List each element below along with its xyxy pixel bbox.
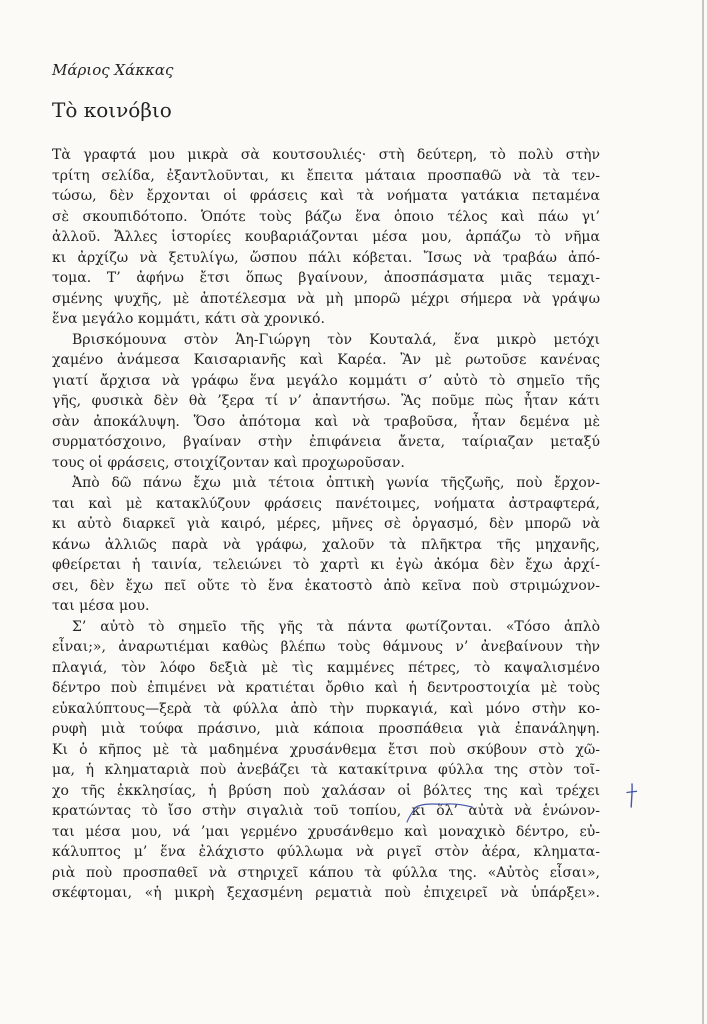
text-line: σὰν ἀποκάλυψη. Ὅσο ἀπότομα καὶ νὰ τραβοῦσα, ἦταν δεμένα μὲ xyxy=(52,413,600,430)
paragraph-3 xyxy=(52,473,600,617)
text-line: συρματόσχοινο, βγαίναν στὴν ἐπιφάνεια ἄνετα, ταίριαζαν μεταξύ xyxy=(52,434,600,450)
text-line: τομα. Τ’ ἀφήνω ἔτσι ὅπως βγαίνουν, ἀποσπάσματα μιᾶς τεμαχι- xyxy=(52,270,600,286)
text-line: κι ἀρχίζω νὰ ξετυλίγω, ὥσπου πάλι κόβεται. Ἴσως νὰ τραβάω ἀπό- xyxy=(52,249,600,266)
text-line: σει, δὲν ἔχω πεῖ οὔτε τὸ ἕνα ἑκατοστὸ ἀπὸ κεῖνα ποὺ στριμώχνον- xyxy=(52,577,600,594)
story-body xyxy=(52,145,600,904)
text-line: τώσω, δὲν ἔρχονται οἱ φράσεις καὶ τὰ νοήματα γατάκια πεταμένα xyxy=(52,188,600,204)
text-line: ριὰ ποὺ προσπαθεῖ νὰ στηριχεῖ κάπου τὰ φύλλα της. «Αὐτὸς εἶσαι», xyxy=(52,864,600,881)
paragraph-2 xyxy=(52,330,600,474)
text-line: Ἀπὸ δῶ πάνω ἔχω μιὰ τέτοια ὀπτικὴ γωνία τῆςζωῆς, ποὺ ἔρχον- xyxy=(72,475,600,491)
text-line: δέντρο ποὺ ἐπιμένει νὰ κρατιέται ὄρθιο καὶ ἡ δεντροστοιχία μὲ τοὺς xyxy=(52,680,600,696)
handwritten-plus-mark xyxy=(623,782,641,810)
text-line: ἀλλοῦ. Ἄλλες ἱστορίες κουβαριάζονται μέσα μου, ἁρπάζω τὸ νῆμα xyxy=(52,229,600,245)
text-line: εἶναι;», ἀναρωτιέμαι καθὼς βλέπω τοὺς θάμνους ν’ ἀνεβαίνουν τὴν xyxy=(52,639,600,655)
text-line: χο τῆς ἐκκλησίας, ἡ βρύση ποὺ χαλάσαν οἱ βόλτες της καὶ τρέχει xyxy=(52,782,600,799)
text-line: ρυφὴ μιὰ τούφα πράσινο, μιὰ κάποια προσπάθεια γιὰ ἐπανάληψη. xyxy=(52,721,600,737)
text-line: ται καὶ μὲ κατακλύζουν φράσεις πανέτοιμες, νοήματα ἀστραφτερά, xyxy=(52,495,600,512)
text-line: σὲ σκουπιδότοπο. Ὁπότε τοὺς βάζω ἕνα ὁποιο τέλος καὶ πάω γι’ xyxy=(52,208,600,225)
text-line: εὐκαλύπτους—ξερὰ τὰ φύλλα ἀπὸ τὴν πυρκαγιά, καὶ μόνο στὴν κο- xyxy=(52,700,600,717)
text-line: Βρισκόμουνα στὸν Ἁη-Γιώργη τὸν Κουταλά, ἕνα μικρὸ μετόχι xyxy=(72,331,600,348)
text-line: πλαγιά, τὸν λόφο δεξιὰ μὲ τὶς καμμένες πέτρες, τὸ καψαλισμένο xyxy=(52,659,600,676)
text-line: ται μέσα μου. xyxy=(52,598,150,614)
paragraph-1 xyxy=(52,145,600,330)
text-line: Σ’ αὐτὸ τὸ σημεῖο τῆς γῆς τὰ πάντα φωτίζονται. «Τόσο ἁπλὸ xyxy=(72,618,600,635)
scan-edge-shadow xyxy=(702,0,704,1024)
text-line: χαμένο ἀνάμεσα Καισαριανῆς καὶ Καρέα. Ἂν μὲ ρωτοῦσε κανένας xyxy=(52,352,600,368)
text-line: Τὰ γραφτά μου μικρὰ σὰ κουτσουλιές· στὴ δεύτερη, τὸ πολὺ στὴν xyxy=(52,147,600,163)
text-line: Κι ὁ κῆπος μὲ τὰ μαδημένα χρυσάνθεμα ἔτσι ποὺ σκύβουν στὸ χῶ- xyxy=(52,741,600,758)
text-line: σμένης ψυχῆς, μὲ ἀποτέλεσμα νὰ μὴ μπορῶ μέχρι σήμερα νὰ γράψω xyxy=(52,290,600,307)
text-line: γιατί ἄρχισα νὰ γράφω ἕνα μεγάλο κομμάτι σ’ αὐτὸ τὸ σημεῖο τῆς xyxy=(52,372,600,389)
text-line: τους οἱ φράσεις, στοιχίζονταν καὶ προχωροῦσαν. xyxy=(52,454,405,471)
text-line: κάλυπτος μ’ ἕνα ἐλάχιστο φύλλωμα νὰ ριγεῖ στὸν ἀέρα, κληματα- xyxy=(52,844,600,860)
text-line: κι αὐτὸ διαρκεῖ γιὰ καιρό, μέρες, μῆνες σὲ ὀργασμό, δὲν μπορῶ νὰ xyxy=(52,516,600,532)
text-line: κάνω ἀλλιῶς παρὰ νὰ γράφω, χαλοῦν τὰ πλῆκτρα τῆς μηχανῆς, xyxy=(52,536,600,553)
text-line: τρίτη σελίδα, ἐξαντλοῦνται, κι ἔπειτα μάταια προσπαθῶ νὰ τὰ τεν- xyxy=(52,167,600,184)
text-line: ἕνα μεγάλο κομμάτι, κάτι σὰ χρονικό. xyxy=(52,311,325,327)
text-line: μα, ἡ κληματαριὰ ποὺ ἀνεβάζει τὰ κατακίτρινα φύλλα της στὸν τοῖ- xyxy=(52,762,600,778)
text-line: φθείρεται ἡ ταινία, τελειώνει τὸ χαρτὶ κι ἐγὼ ἀκόμα δὲν ἔχω ἀρχί- xyxy=(52,557,600,573)
handwritten-underline-mark xyxy=(404,800,476,826)
author-name: Μάριος Χάκκας xyxy=(52,61,174,79)
paragraph-4 xyxy=(52,617,600,904)
story-title: Τὸ κοινόβιο xyxy=(52,98,172,122)
text-line: σκέφτομαι, «ἡ μικρὴ ξεχασμένη ρεματιὰ ποὺ ἐπιχειρεῖ νὰ ὑπάρξει». xyxy=(52,885,600,901)
text-line: γῆς, φυσικὰ δὲν θὰ ’ξερα τί ν’ ἀπαντήσω. Ἂς ποῦμε πὼς ἦταν κάτι xyxy=(52,393,600,409)
text-line: κρατώντας τὸ ἴσο στὴν σιγαλιὰ τοῦ τοπίου, κι ὅλ’ αὐτὰ νὰ ἑνώνον- xyxy=(52,803,600,819)
text-line: ται μέσα μου, νά ’μαι γερμένο χρυσάνθεμο καὶ μοναχικὸ δέντρο, εὐ- xyxy=(52,823,600,840)
